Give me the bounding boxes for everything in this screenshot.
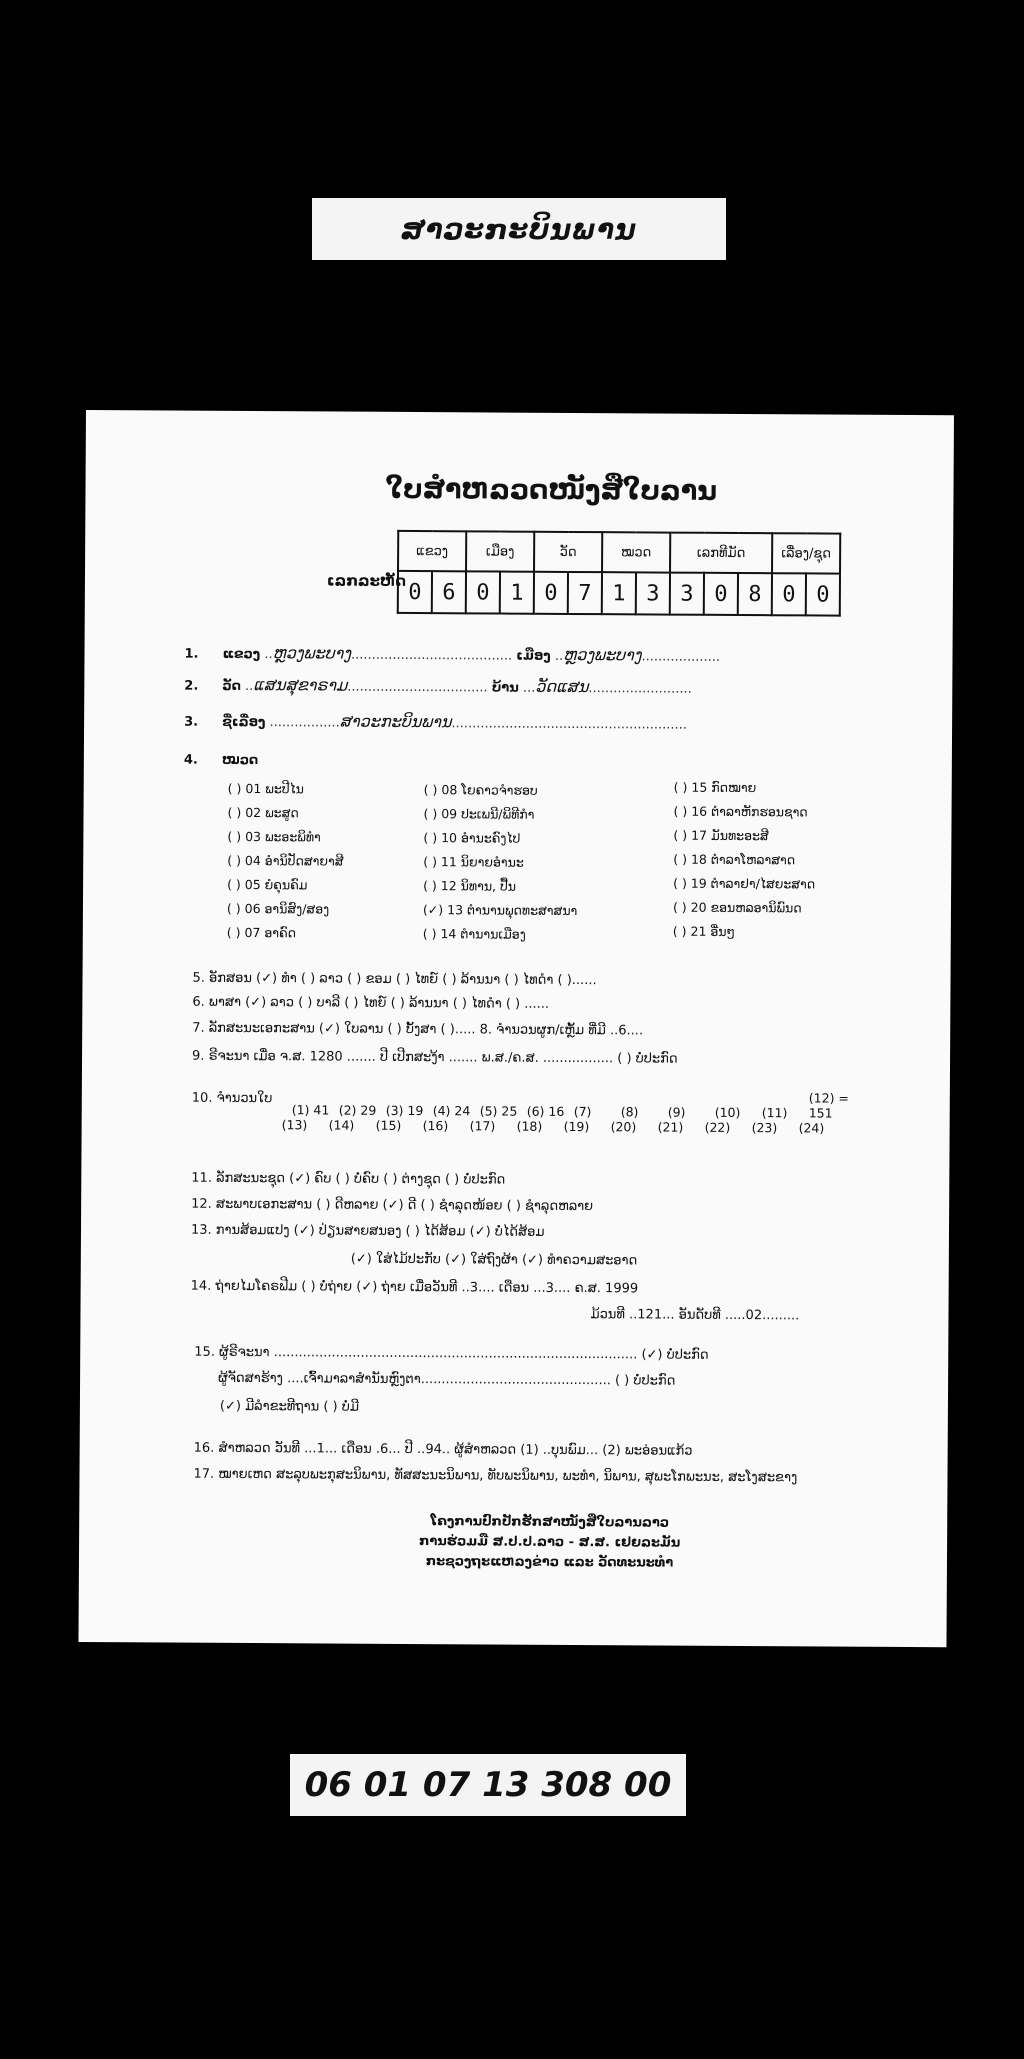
leaf-counts-row-1 — [292, 1087, 856, 1120]
leaf-count: (20) — [610, 1119, 637, 1135]
code-digit: 0 — [772, 573, 806, 615]
field-value: ຫຼວງພະບາງ — [272, 643, 352, 663]
leaf-count: (16) — [422, 1118, 449, 1134]
category-option: ( ) 20 ຂອນຫລອານິພົນດ — [672, 899, 802, 916]
code-digit: 6 — [432, 571, 466, 613]
field-num: 3. — [184, 714, 199, 730]
field-num: 1. — [184, 646, 199, 662]
field-set-status: 11. ລັກສະນະຊຸດ (✓) ຄົບ ( ) ບໍ່ຄົບ ( ) ຕ່າງຊຸດ ( ) ບໍ່ປະກົດ — [191, 1170, 506, 1188]
leaf-counts-row-2 — [282, 1117, 846, 1135]
field-microfilm: 14. ຖ່າຍໄມໂຄຣຟີມ ( ) ບໍ່ຖ່າຍ (✓) ຖ່າຍ ເມື່ອວັນທີ ..3.... ເດືອນ ...3.... ຄ.ສ. 1999 — [190, 1278, 639, 1297]
field-label: ໝວດ — [221, 752, 259, 769]
code-digit: 7 — [568, 572, 602, 614]
code-digit: 0 — [704, 573, 738, 615]
category-option: ( ) 18 ຕໍາລາໂຫລາສາດ — [673, 851, 796, 868]
category-option: ( ) 14 ຕໍານານເມືອງ — [422, 926, 526, 942]
category-option: ( ) 02 ພະສູດ — [227, 804, 299, 821]
category-column-2 — [423, 778, 578, 947]
category-option: ( ) 16 ຕໍາລາຫັກຮອນຊາດ — [673, 803, 808, 820]
category-option: ( ) 03 ພະອະພິທຳ — [227, 828, 321, 845]
field-value: ວັດແສນ — [535, 676, 589, 697]
field-composed: 9. ຣີຈະນາ ເມື່ອ ຈ.ສ. 1280 ....... ປີ ເປີກສະງ້າ ....... ພ.ສ./ຄ.ສ. ................. ( ) ບໍ່ປະກົດ — [192, 1048, 678, 1067]
code-digit: 3 — [670, 573, 704, 615]
code-digit: 0 — [398, 571, 432, 613]
category-column-1 — [227, 777, 344, 946]
code-digit: 0 — [534, 572, 568, 614]
field-copyist: ຜູ້ຈັດສາຮ້າງ ....ເຈົ້າມາລາສຳນັນຫຼົງຕາ.............................................. ( ) ບໍ່ປະກົດ — [218, 1370, 676, 1389]
field-condition: 12. ສະພາບເອກະສານ ( ) ດີຫລາຍ (✓) ດີ ( ) ຊໍາລຸດໜ້ອຍ ( ) ຊໍາລຸດຫລາຍ — [191, 1196, 594, 1215]
code-header: ເມືອງ — [466, 531, 534, 571]
leaf-count: (9) — [667, 1104, 686, 1120]
leaf-count: (24) — [798, 1120, 825, 1136]
category-option: ( ) 19 ຕໍາລາຢາ/ໄສຍະສາດ — [673, 875, 816, 892]
footer-line: ໂຄງການປົກປັກຮັກສາໜັງສືໃບລານລາວ — [430, 1514, 670, 1531]
code-digit: 1 — [602, 572, 636, 614]
leaf-count: (14) — [328, 1117, 355, 1133]
field-label: ເມືອງ — [516, 648, 551, 664]
field-microfilm-roll: ມ້ວນທີ ..121... ອັນດັບທີ .....02......... — [590, 1307, 800, 1324]
leaf-count: (2) 29 — [338, 1102, 377, 1118]
leaf-count: (15) — [375, 1117, 402, 1133]
field-leaf-count-label: 10. ຈໍານວນໃບ — [191, 1090, 273, 1107]
field-label: ຊື່ເລື່ອງ — [222, 714, 266, 731]
category-option: ( ) 12 ນິທານ, ປື້ນ — [423, 878, 517, 894]
leaf-count: (19) — [563, 1118, 590, 1135]
field-sponsor: (✓) ມີລໍາຂະທີຖານ ( ) ບໍ່ມີ — [219, 1398, 360, 1415]
leaf-count: (10) — [714, 1104, 741, 1121]
footer-line: ການຮ່ວມມື ສ.ປ.ປ.ລາວ - ສ.ສ. ເຢຍລະມັນ — [419, 1534, 681, 1551]
code-header: ເລື່ອງ/ຊຸດ — [772, 533, 840, 573]
code-digit: 1 — [500, 572, 534, 614]
leaf-count: (18) — [516, 1118, 543, 1134]
field-label: ບ້ານ — [491, 680, 519, 696]
field-material: 7. ລັກສະນະເອກະສານ (✓) ໃບລານ ( ) ບັ້ງສາ ( )..... 8. ຈໍານວນຜູກ/ເຫຼັ້ມ ທີ່ມີ ..6.... — [192, 1020, 644, 1039]
top-title-label: ສາວະກະບິນພານ — [312, 198, 726, 260]
field-language: 6. ພາສາ (✓) ລາວ ( ) ບາລີ ( ) ໄທຍ໌ ( ) ລ້ານນາ ( ) ໄທດໍາ ( ) ...... — [192, 994, 550, 1012]
category-option: ( ) 21 ອື່ນໆ — [672, 923, 736, 939]
leaf-count: (12) = 151 — [808, 1090, 849, 1121]
form-footer — [419, 1512, 681, 1574]
category-option: ( ) 07 ອາຄົດ — [226, 924, 297, 941]
category-option: ( ) 17 ມັນທະອະສີ — [673, 827, 769, 844]
field-author: 15. ຜູ້ຣີຈະນາ ........................................................................................ (✓) ບໍ່ປະກົດ — [194, 1344, 709, 1363]
code-digit: 3 — [636, 572, 670, 614]
category-column-3 — [673, 776, 816, 945]
category-option: ( ) 06 ອານິສົງ/ສອງ — [226, 900, 330, 917]
code-digit: 8 — [738, 573, 772, 615]
code-label: ເລກລະຫັດ — [326, 571, 407, 590]
category-option: ( ) 08 ໂຍຄາວຈໍາຮອບ — [423, 782, 538, 798]
field-temple: 2. ວັດ ..ແສນສຸຂາຣາມ.................................. ບ້ານ ...ວັດແສນ......................... — [184, 675, 692, 697]
category-option: ( ) 01 ພະປີໄນ — [227, 780, 305, 797]
field-remarks: 17. ໝາຍເຫດ ສະລຸບພະກຸສະນິພານ, ທັສສະນະນິພານ, ທັບພະນິພານ, ພະທໍາ, ນິພານ, ສຸພະໂກພະນະ, ສະໂງສະຂາງ — [193, 1466, 798, 1486]
field-label: ແຂວງ — [222, 646, 261, 663]
category-option: (✓) 13 ຕໍານານພຸດທະສາສນາ — [422, 902, 578, 919]
field-label: ວັດ — [222, 678, 241, 694]
code-header: ແຂວງ — [398, 531, 466, 571]
code-table — [397, 530, 842, 617]
field-num: 2. — [184, 678, 199, 694]
field-repair-extra: (✓) ໃສ່ໄມ້ປະກັບ (✓) ໃສ່ຖົງຜ້າ (✓) ທໍາຄວາມສະອາດ — [350, 1251, 638, 1269]
category-option: ( ) 04 ອໍານິປັດສາຍາສີ — [227, 852, 344, 869]
leaf-count: (11) — [761, 1105, 788, 1121]
leaf-count: (7) — [573, 1103, 592, 1120]
leaf-count: (4) 24 — [432, 1103, 471, 1119]
field-script: 5. ອັກສອນ (✓) ທໍາ ( ) ລາວ ( ) ຂອມ ( ) ໄທຍ໌ ( ) ລ້ານນາ ( ) ໄທດໍາ ( )...... — [192, 970, 597, 989]
leaf-count: (3) 19 — [385, 1102, 424, 1119]
field-value: ແສນສຸຂາຣາມ — [253, 675, 348, 695]
code-digit: 0 — [806, 573, 840, 615]
field-category — [184, 753, 258, 768]
field-repair: 13. ການສ້ອມແປງ (✓) ປ່ຽນສາຍສນອງ ( ) ໄດ້ສ້ອມ (✓) ບໍ່ໄດ້ສ້ອມ — [190, 1222, 545, 1240]
field-province: 1. ແຂວງ ..ຫຼວງພະບາງ....................................... ເມືອງ ..ຫຼວງພະບາງ................... — [184, 643, 721, 665]
field-value: ສາວະກະບິນພານ — [339, 711, 452, 732]
category-option: ( ) 15 ກົດໝາຍ — [673, 779, 757, 796]
code-digit: 0 — [466, 571, 500, 613]
leaf-count: (13) — [281, 1117, 308, 1133]
bottom-code-label: 06 01 07 13 308 00 — [290, 1754, 686, 1816]
code-header: ໝວດ — [602, 532, 670, 572]
survey-form-sheet — [78, 410, 954, 1647]
field-title: 3. ຊື່ເລື່ອງ .................ສາວະກະບິນພານ......................................................... — [184, 711, 688, 733]
category-option: ( ) 10 ອໍານະຄົງໄປ — [423, 830, 521, 846]
leaf-count: (23) — [751, 1120, 778, 1136]
code-header: ເລກທີມັດ — [670, 533, 772, 574]
leaf-count: (5) 25 — [479, 1103, 518, 1119]
leaf-count: (6) 16 — [526, 1103, 565, 1119]
leaf-count: (22) — [704, 1119, 731, 1135]
leaf-count: (21) — [657, 1119, 684, 1135]
code-header: ວັດ — [534, 532, 602, 572]
footer-line: ກະຊວງຖະແຫລງຂ່າວ ແລະ ວັດທະນະທໍາ — [425, 1554, 674, 1571]
category-option: ( ) 11 ນິຍາຍອໍານະ — [423, 854, 524, 870]
leaf-count: (1) 41 — [291, 1102, 330, 1118]
category-option: ( ) 09 ປະເພນີ/ພິທີກໍາ — [423, 806, 535, 822]
form-title: ໃບສໍາຫລວດໜັງສືໃບລານ — [385, 473, 718, 507]
leaf-count: (17) — [469, 1118, 496, 1134]
field-num: 4. — [183, 752, 198, 768]
field-value: ຫຼວງພະບາງ — [563, 644, 642, 665]
field-survey-date: 16. ສໍາຫລວດ ວັນທີ ...1... ເດືອນ .6... ປີ ..94.. ຜູ້ສໍາຫລວດ (1) ..ບຸນພົມ... (2) ພະອ່ອນແກ້ວ — [193, 1440, 693, 1459]
leaf-count: (8) — [620, 1104, 639, 1120]
category-option: ( ) 05 ຍໍຄຸນຄົມ — [227, 876, 308, 893]
